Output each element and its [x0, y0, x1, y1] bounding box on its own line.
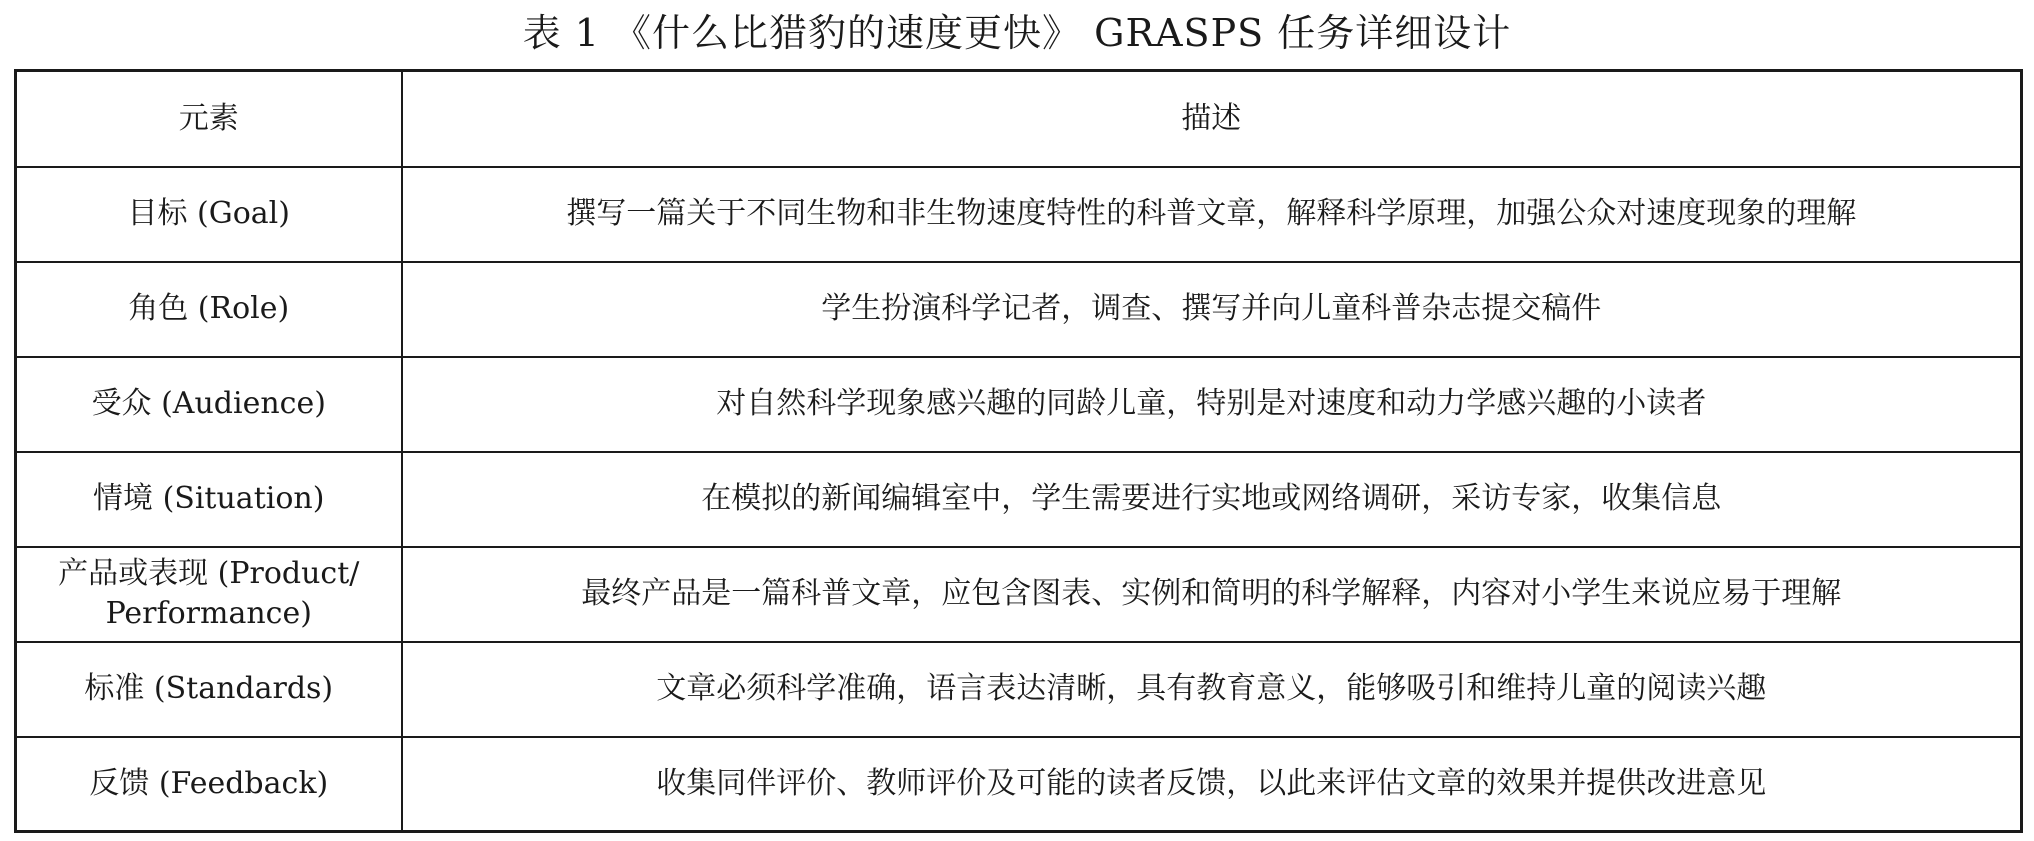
table-row — [16, 452, 2022, 547]
row-goal-element: 目标 (Goal) — [16, 167, 402, 262]
row-role-description: 学生扮演科学记者，调查、撰写并向儿童科普杂志提交稿件 — [402, 262, 2022, 357]
table-row — [16, 167, 2022, 262]
row-standards-description: 文章必须科学准确，语言表达清晰，具有教育意义，能够吸引和维持儿童的阅读兴趣 — [402, 642, 2022, 737]
row-situation-description: 在模拟的新闻编辑室中，学生需要进行实地或网络调研，采访专家，收集信息 — [402, 452, 2022, 547]
row-feedback-element: 反馈 (Feedback) — [16, 737, 402, 832]
header-element: 元素 — [16, 71, 402, 167]
row-standards-element: 标准 (Standards) — [16, 642, 402, 737]
header-description: 描述 — [402, 71, 2022, 167]
table-row — [16, 547, 2022, 642]
table-row — [16, 642, 2022, 737]
row-audience-description: 对自然科学现象感兴趣的同龄儿童，特别是对速度和动力学感兴趣的小读者 — [402, 357, 2022, 452]
row-product-description: 最终产品是一篇科普文章，应包含图表、实例和简明的科学解释，内容对小学生来说应易于理解 — [402, 547, 2022, 642]
row-goal-description: 撰写一篇关于不同生物和非生物速度特性的科普文章，解释科学原理，加强公众对速度现象的理解 — [402, 167, 2022, 262]
table-caption: 表 1 《什么比猎豹的速度更快》 GRASPS 任务详细设计 — [522, 11, 1512, 55]
table-row — [16, 262, 2022, 357]
table-row — [16, 357, 2022, 452]
table-header-row — [16, 71, 2022, 167]
row-situation-element: 情境 (Situation) — [16, 452, 402, 547]
table-row — [16, 737, 2022, 832]
grasps-table — [14, 69, 2023, 833]
row-feedback-description: 收集同伴评价、教师评价及可能的读者反馈，以此来评估文章的效果并提供改进意见 — [402, 737, 2022, 832]
row-audience-element: 受众 (Audience) — [16, 357, 402, 452]
row-role-element: 角色 (Role) — [16, 262, 402, 357]
row-product-element: 产品或表现 (Product/ Performance) — [16, 547, 402, 642]
